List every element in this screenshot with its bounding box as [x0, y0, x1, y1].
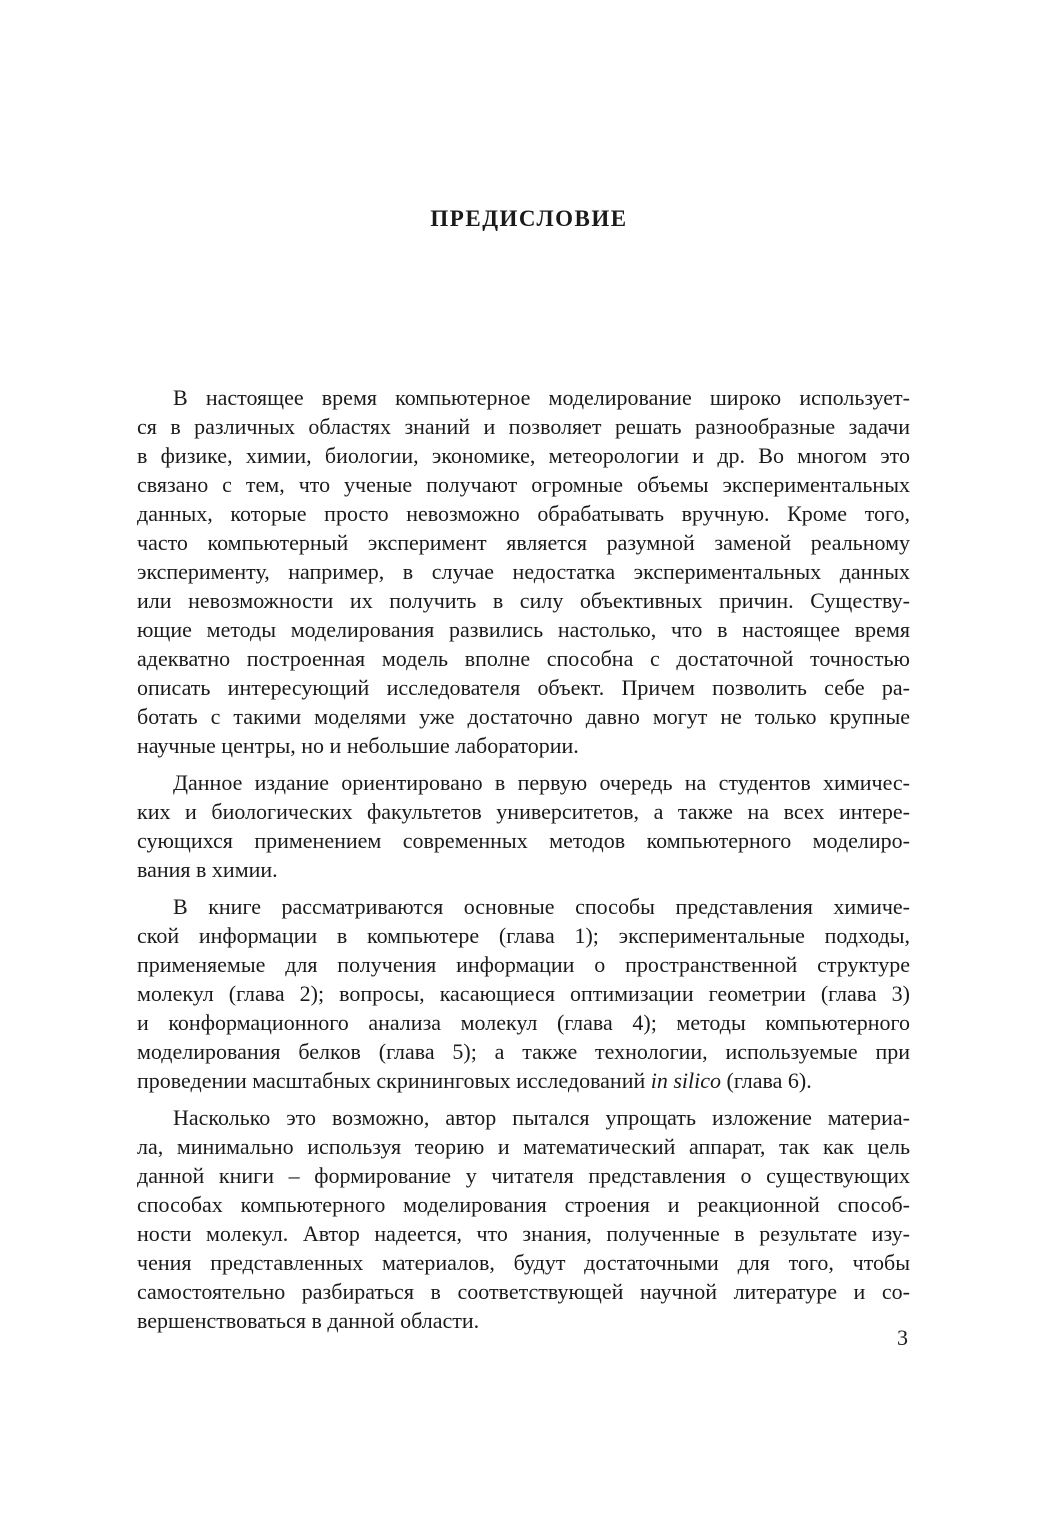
text-line: ких и биологических факультетов университетов, а также на всех интере- [137, 799, 910, 824]
text-line: самостоятельно разбираться в соответствующей научной литературе и со- [137, 1279, 910, 1304]
text-line: молекул (глава 2); вопросы, касающиеся оптимизации геометрии (глава 3) [137, 981, 910, 1006]
text-line: чения представленных материалов, будут достаточными для того, чтобы [137, 1250, 910, 1275]
text-line: Данное издание ориентировано в первую очередь на студентов химичес- [173, 770, 910, 795]
body-text [137, 383, 910, 1343]
text-line: или невозможности их получить в силу объективных причин. Существу- [137, 588, 910, 613]
text-line: научные центры, но и небольшие лаборатории. [137, 733, 579, 758]
text-line: ющие методы моделирования развились настолько, что в настоящее время [137, 617, 910, 642]
text-line: применяемые для получения информации о пространственной структуре [137, 952, 910, 977]
paragraph-2 [137, 768, 910, 884]
text-line: сующихся применением современных методов компьютерного моделиро- [137, 828, 910, 853]
page-number: 3 [897, 1325, 908, 1350]
text-line: эксперименту, например, в случае недостатка экспериментальных данных [137, 559, 910, 584]
text-line [137, 1066, 910, 1095]
text-line: моделирования белков (глава 5); а также технологии, используемые при [137, 1039, 910, 1064]
text-line: связано с тем, что ученые получают огромные объемы экспериментальных [137, 472, 910, 497]
text-line: вания в химии. [137, 857, 278, 882]
paragraph-3 [137, 892, 910, 1095]
paragraph-4 [137, 1103, 910, 1335]
text-line: и конформационного анализа молекул (глава 4); методы компьютерного [137, 1010, 910, 1035]
text-line: ла, минимально используя теорию и математический аппарат, так как цель [137, 1134, 910, 1159]
text-line: Насколько это возможно, автор пытался упрощать изложение материа- [173, 1105, 910, 1130]
text-line: ботать с такими моделями уже достаточно давно могут не только крупные [137, 704, 910, 729]
page-title: ПРЕДИСЛОВИЕ [430, 206, 628, 231]
text-line: адекватно построенная модель вполне способна с достаточной точностью [137, 646, 910, 671]
text-line: данной книги – формирование у читателя представления о существующих [137, 1163, 910, 1188]
text-line: данных, которые просто невозможно обрабатывать вручную. Кроме того, [137, 501, 910, 526]
text-span: (глава 6). [721, 1068, 812, 1093]
text-line: ской информации в компьютере (глава 1); экспериментальные подходы, [137, 923, 910, 948]
text-span: проведении масштабных скрининговых исследований [137, 1068, 651, 1093]
text-line: вершенствоваться в данной области. [137, 1308, 480, 1333]
paragraph-1 [137, 383, 910, 760]
text-line: способах компьютерного моделирования строения и реакционной способ- [137, 1192, 910, 1217]
text-line: В настоящее время компьютерное моделирование широко использует- [173, 385, 910, 410]
text-line: ся в различных областях знаний и позволяет решать разнообразные задачи [137, 414, 910, 439]
text-line: в физике, химии, биологии, экономике, метеорологии и др. Во многом это [137, 443, 910, 468]
text-line: ности молекул. Автор надеется, что знания, полученные в результате изу- [137, 1221, 910, 1246]
text-line: часто компьютерный эксперимент является разумной заменой реальному [137, 530, 910, 555]
text-line: описать интересующий исследователя объект. Причем позволить себе ра- [137, 675, 910, 700]
italic-term: in silico [650, 1068, 722, 1093]
text-line: В книге рассматриваются основные способы представления химиче- [173, 894, 910, 919]
